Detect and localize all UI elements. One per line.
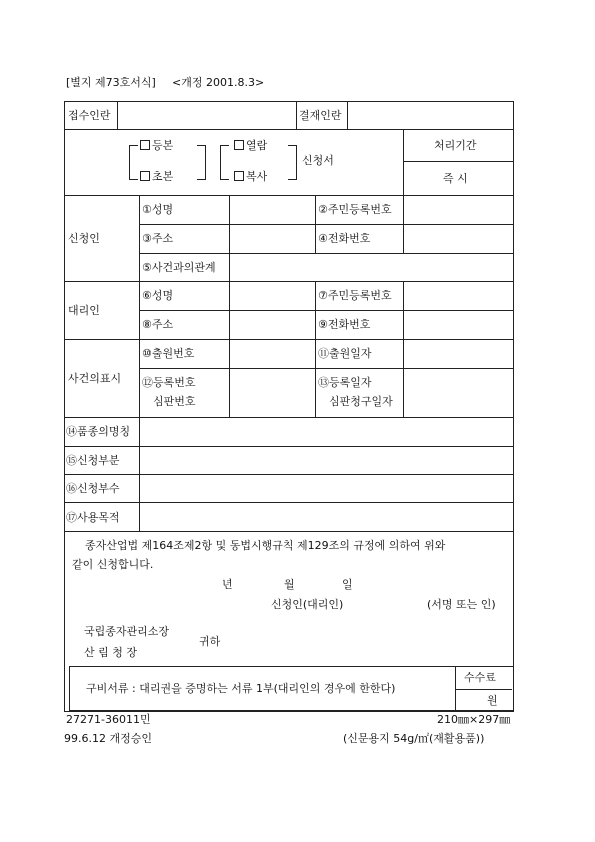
request-suffix: 신청서 — [302, 154, 334, 167]
sign-note: (서명 또는 인) — [427, 598, 496, 611]
approval-note: 99.6.12 개정승인 — [64, 732, 152, 745]
option-register-label: 등본 — [152, 139, 174, 152]
divider — [347, 101, 348, 129]
registration-number-label: ⑫등록번호 — [142, 376, 196, 389]
divider — [139, 368, 513, 369]
divider — [64, 446, 513, 447]
option-copy[interactable] — [234, 171, 267, 182]
declaration-line-2: 같이 신청합니다. — [72, 558, 154, 571]
option-register[interactable] — [140, 140, 173, 151]
trial-number-label: 심판번호 — [153, 395, 196, 408]
divider — [64, 502, 513, 503]
divider — [64, 129, 513, 130]
option-extract-label: 초본 — [152, 170, 174, 183]
applicant-address-label: ③주소 — [142, 232, 174, 245]
applicant-rrn-label: ②주민등록번호 — [318, 203, 392, 216]
purpose-label: ⑰사용목적 — [66, 511, 120, 524]
bracket-left-1 — [129, 145, 138, 180]
application-number-label: ⑩출원번호 — [142, 347, 195, 360]
divider — [229, 339, 230, 417]
bracket-right-2 — [288, 145, 297, 180]
option-view-label: 열람 — [246, 139, 268, 152]
case-section-label: 사건의표시 — [68, 372, 122, 385]
checkbox-icon[interactable] — [234, 140, 244, 150]
agent-rrn-label: ⑦주민등록번호 — [318, 289, 392, 302]
checkbox-icon[interactable] — [140, 171, 150, 181]
date-day: 일 — [342, 578, 353, 591]
signer-label: 신청인(대리인) — [271, 598, 344, 611]
honorific: 귀하 — [199, 635, 221, 648]
option-extract[interactable] — [140, 171, 173, 182]
request-part-label: ⑮신청부분 — [66, 454, 120, 467]
applicant-name-label: ①성명 — [142, 203, 174, 216]
applicant-relation-label: ⑤사건과의관계 — [142, 261, 216, 274]
option-view[interactable] — [234, 140, 267, 151]
divider — [64, 195, 513, 196]
variety-name-label: ⑭품종의명칭 — [66, 425, 131, 438]
agent-phone-label: ⑨전화번호 — [318, 318, 371, 331]
divider — [455, 666, 456, 710]
form-number: [별지 제73호서식] — [66, 76, 156, 89]
paper-type: (신문용지 54g/㎡(재활용품)) — [343, 732, 485, 745]
divider — [403, 339, 404, 417]
applicant-section-label: 신청인 — [68, 232, 100, 245]
trial-request-date-label: 심판청구일자 — [329, 395, 393, 408]
request-copies-label: ⑯신청부수 — [66, 482, 120, 495]
registration-date-label: ⑬등록일자 — [318, 376, 372, 389]
divider — [139, 310, 513, 311]
agent-name-label: ⑥성명 — [142, 289, 174, 302]
processing-period-label: 처리기간 — [434, 139, 477, 152]
form-frame — [64, 101, 514, 712]
applicant-phone-label: ④전화번호 — [318, 232, 371, 245]
agent-section-label: 대리인 — [68, 304, 100, 317]
divider — [64, 531, 513, 532]
application-date-label: ⑪출원일자 — [318, 347, 372, 360]
date-year: 년 — [222, 578, 233, 591]
approval-label: 결재인란 — [299, 109, 342, 122]
bracket-left-2 — [220, 145, 229, 180]
divider — [139, 195, 140, 417]
divider — [229, 253, 230, 281]
bracket-right-1 — [197, 145, 206, 180]
divider — [139, 224, 513, 225]
checkbox-icon[interactable] — [140, 140, 150, 150]
addressee-1: 국립종자관리소장 — [84, 625, 170, 638]
fee-label: 수수료 — [464, 671, 496, 684]
paper-size: 210㎜×297㎜ — [437, 713, 511, 726]
processing-period-value: 즉 시 — [443, 172, 468, 185]
revision-note: <개정 2001.8.3> — [172, 76, 265, 89]
divider — [64, 474, 513, 475]
form-code: 27271-36011민 — [66, 713, 151, 726]
option-copy-label: 복사 — [246, 170, 268, 183]
divider — [139, 253, 513, 254]
divider — [403, 129, 404, 195]
divider — [315, 339, 316, 417]
checkbox-icon[interactable] — [234, 171, 244, 181]
divider — [117, 101, 118, 129]
receipt-label: 접수인란 — [68, 109, 111, 122]
declaration-line-1: 종자산업법 제164조제2항 및 동법시행규칙 제129조의 규정에 의하여 위와 — [85, 539, 446, 552]
required-docs: 구비서류 : 대리권을 증명하는 서류 1부(대리인의 경우에 한한다) — [86, 682, 396, 695]
divider — [296, 101, 297, 129]
divider — [64, 281, 513, 282]
divider — [403, 161, 513, 162]
fee-unit: 원 — [487, 694, 498, 707]
agent-address-label: ⑧주소 — [142, 318, 174, 331]
addressee-2: 산 림 청 장 — [84, 646, 137, 659]
divider — [64, 417, 513, 418]
date-month: 월 — [284, 578, 295, 591]
divider — [455, 689, 512, 690]
divider — [64, 339, 513, 340]
